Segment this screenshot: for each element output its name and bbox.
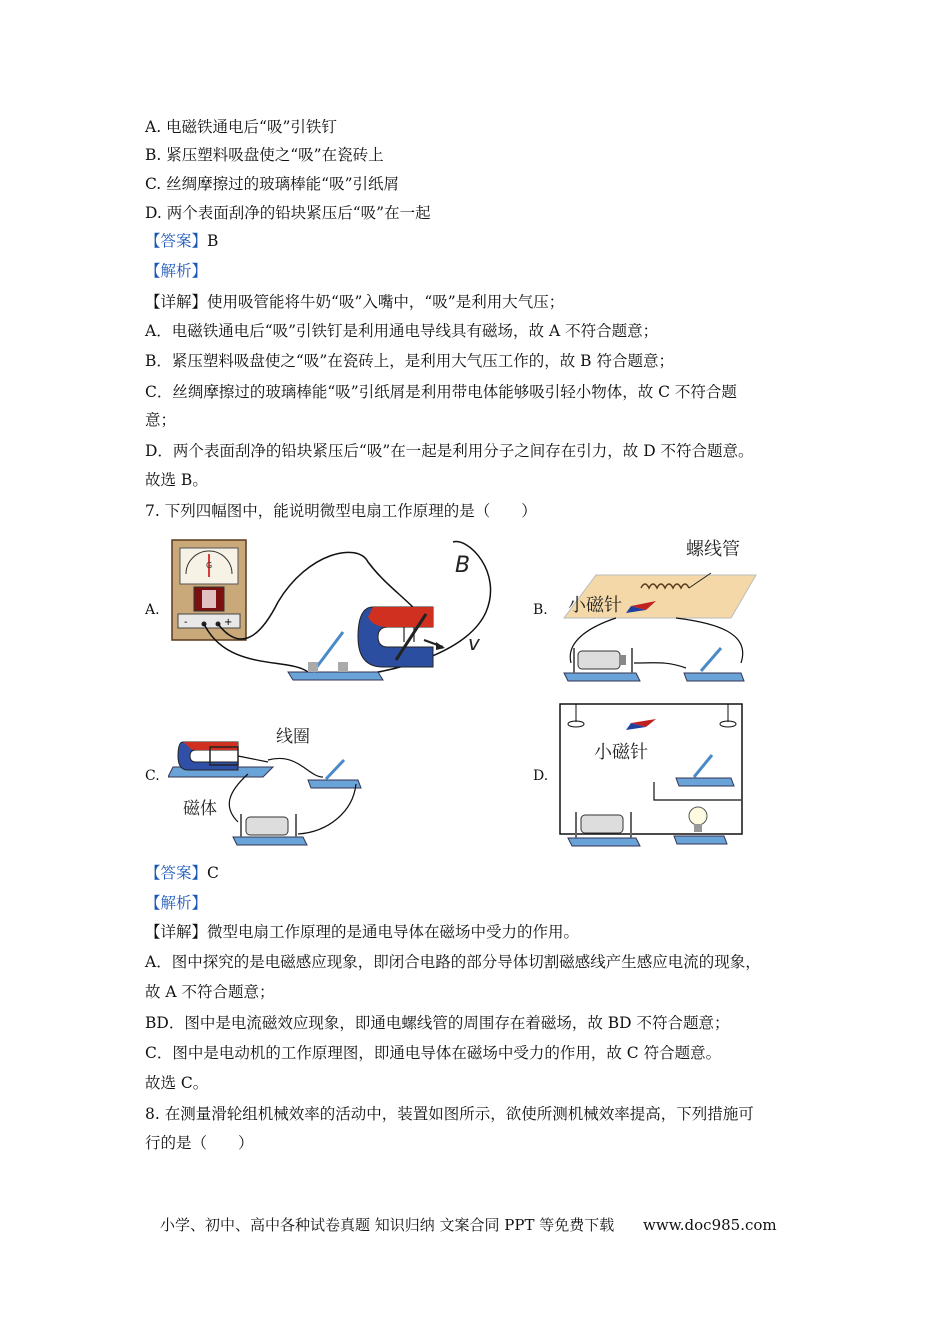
figure-c-motor: [168, 722, 368, 852]
answer-tag: 【答案】: [145, 232, 208, 250]
svg-text:+: +: [224, 617, 233, 628]
velocity-letter: v: [468, 631, 480, 655]
q6-explanation-b: B．紧压塑料吸盘使之“吸”在瓷砖上，是利用大气压工作的，故 B 符合题意；: [145, 352, 674, 370]
q7-conclusion: 故选 C。: [145, 1074, 209, 1092]
figure-a-label: A.: [145, 602, 160, 618]
figure-b-solenoid: [556, 533, 766, 688]
figure-d-label: D.: [533, 768, 549, 784]
figure-a-induction: [168, 532, 500, 687]
q6-option-d: D. 两个表面刮净的铅块紧压后“吸”在一起: [145, 204, 431, 222]
magnet-label: 磁体: [183, 799, 217, 819]
needle-label-d: 小磁针: [594, 742, 648, 763]
q7-question: 7. 下列四幅图中，能说明微型电扇工作原理的是（ ）: [145, 502, 537, 520]
q7-explanation-a-cont: 故 A 不符合题意；: [145, 983, 275, 1001]
figure-d-circuit: [556, 700, 756, 850]
q7-explanation-a: A．图中探究的是电磁感应现象，即闭合电路的部分导体切割磁感线产生感应电流的现象，: [145, 953, 761, 971]
q7-explanation-c: C．图中是电动机的工作原理图，即通电导体在磁场中受力的作用，故 C 符合题意。: [145, 1044, 722, 1062]
q6-answer-line: [145, 231, 218, 251]
q7-detail-line: [145, 922, 579, 942]
footer-text: 小学、初中、高中各种试卷真题 知识归纳 文案合同 PPT 等免费下载: [160, 1216, 615, 1234]
field-letter: B: [455, 553, 471, 578]
q7-explanation-bd: BD．图中是电流磁效应现象，即通电螺线管的周围存在着磁场，故 BD 不符合题意；: [145, 1014, 730, 1032]
detail-tag: 【详解】: [145, 293, 208, 311]
detail-text: 使用吸管能将牛奶“吸”入嘴中，“吸”是利用大气压；: [207, 293, 565, 311]
needle-label: 小磁针: [568, 595, 622, 616]
q6-explanation-a: A．电磁铁通电后“吸”引铁钉是利用通电导线具有磁场，故 A 不符合题意；: [145, 322, 659, 340]
q6-explanation-c-cont: 意；: [145, 411, 177, 429]
q6-explanation-d: D．两个表面刮净的铅块紧压后“吸”在一起是利用分子之间存在引力，故 D 不符合题意。: [145, 442, 754, 460]
analysis-tag: 【解析】: [145, 262, 208, 280]
solenoid-label: 螺线管: [686, 539, 740, 560]
q7-answer-line: [145, 863, 219, 883]
q6-conclusion: 故选 B。: [145, 471, 208, 489]
answer-value: C: [207, 864, 219, 882]
page-footer: [160, 1214, 777, 1235]
detail-text: 微型电扇工作原理的是通电导体在磁场中受力的作用。: [207, 923, 580, 941]
analysis-tag: 【解析】: [145, 894, 208, 912]
answer-tag: 【答案】: [145, 864, 208, 882]
q6-option-c: C. 丝绸摩擦过的玻璃棒能“吸”引纸屑: [145, 175, 400, 193]
svg-text:-: -: [184, 617, 188, 628]
coil-label: 线圈: [276, 727, 310, 747]
q6-option-a: A. 电磁铁通电后“吸”引铁钉: [145, 118, 337, 136]
footer-url[interactable]: www.doc985.com: [643, 1216, 777, 1234]
q6-analysis-tag: [145, 261, 207, 281]
q6-explanation-c: C．丝绸摩擦过的玻璃棒能“吸”引纸屑是利用带电体能够吸引轻小物体，故 C 不符合题: [145, 383, 737, 401]
q8-question-line1: 8. 在测量滑轮组机械效率的活动中，装置如图所示，欲使所测机械效率提高，下列措施可: [145, 1105, 754, 1123]
q7-analysis-tag: [145, 893, 207, 913]
detail-tag: 【详解】: [145, 923, 208, 941]
figure-b-label: B.: [533, 602, 548, 618]
q8-question-line2: 行的是（ ）: [145, 1134, 254, 1152]
answer-value: B: [207, 232, 219, 250]
q6-detail-line: [145, 292, 564, 312]
meter-letter: G: [206, 561, 213, 570]
q6-option-b: B. 紧压塑料吸盘使之“吸”在瓷砖上: [145, 146, 384, 164]
figure-c-label: C.: [145, 768, 160, 784]
